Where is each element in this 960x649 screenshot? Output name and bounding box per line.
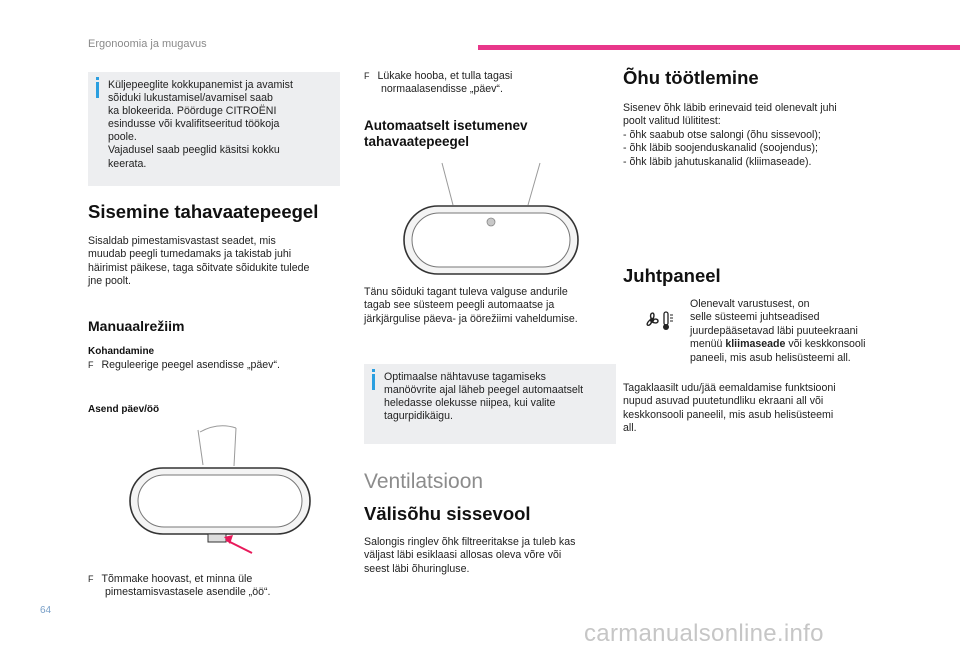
header-title: Ergonoomia ja mugavus xyxy=(88,38,207,50)
air-treatment-text: Sisenev õhk läbib erinevaid teid olenevalt juhi poolt valitud lülititest: - õhk saabub otse salongi (õhu sissevool); - õhk läbib soojenduskanalid (soojendus); - õhk läbib jahutuskanalid (kliimaseade). xyxy=(623,102,837,168)
header-accent-bar xyxy=(478,45,960,50)
heading-interior-mirror: Sisemine tahavaatepeegel xyxy=(88,201,319,222)
label-position-day-night: Asend päev/öö xyxy=(88,404,160,415)
info-icon xyxy=(372,374,375,390)
page-number: 64 xyxy=(40,605,52,616)
heading-control-panel: Juhtpaneel xyxy=(623,265,721,286)
heading-auto-dimming: Automaatselt isetumenev tahavaatepeegel xyxy=(364,118,528,149)
auto-dimming-text: Tänu sõiduki tagant tuleva valguse andurile tagab see süsteem peegli automaatse ja järkjärgulise päeva- ja öörežiimi vaheldumise. xyxy=(364,286,578,325)
label-adjust: Kohandamine xyxy=(88,346,155,357)
interior-mirror-intro: Sisaldab pimestamisvastast seadet, mis muudab peegli tumedamaks ja takistab juhi häirimist päikese, taga sõitvate sõidukite tulede jne poolt. xyxy=(88,235,310,288)
info-icon xyxy=(96,82,99,98)
control-panel-text: Olenevalt varustusest, on selle süsteemi juhtseadised juurdepääsetavad läbi puuteekraani menüü kliimaseade või keskkonsooli paneeli, mis asub helisüsteemi all. xyxy=(690,298,866,364)
bullet-icon: F xyxy=(88,574,94,584)
climate-icon xyxy=(643,308,683,332)
heading-manual-mode: Manuaalrežiim xyxy=(88,318,185,334)
heading-air-treatment: Õhu töötlemine xyxy=(623,67,759,88)
mirror-illustration-manual xyxy=(120,420,320,560)
bullet-icon: F xyxy=(88,360,94,370)
info-note-text: Optimaalse nähtavuse tagamiseks manöövrite ajal läheb peegel automaatselt heledasse olekusse niipea, kui valite tagurpidikäigu. xyxy=(384,371,584,423)
push-instruction: F Lükake hooba, et tulla tagasi normaalasendisse „päev“. xyxy=(364,70,513,96)
pull-instruction: F Tõmmake hoovast, et minna üle pimestamisvastasele asendile „öö“. xyxy=(88,573,271,599)
section-title-ventilation: Ventilatsioon xyxy=(364,470,484,493)
mirror-illustration-auto xyxy=(398,160,584,280)
info-note-mirrors xyxy=(88,72,340,186)
watermark: carmanualsonline.info xyxy=(584,620,824,647)
adjust-instruction: F Reguleerige peegel asendisse „päev“. xyxy=(88,359,280,371)
outside-air-text: Salongis ringlev õhk filtreeritakse ja tuleb kas väljast läbi esiklaasi allosas oleva võre või seest läbi õhuringluse. xyxy=(364,536,576,575)
info-note-reverse xyxy=(364,364,616,444)
defrost-text: Tagaklaasilt udu/jää eemaldamise funktsiooni nupud asuvad puutetundliku ekraani all või keskkonsooli paneelil, mis asub helisüsteemi all. xyxy=(623,382,836,435)
bullet-icon: F xyxy=(364,71,370,81)
heading-outside-air: Välisõhu sissevool xyxy=(364,503,531,524)
info-note-text: Küljepeeglite kokkupanemist ja avamist sõiduki lukustamisel/avamisel saab ka blokeerida. Pöörduge CITROËNI esindusse või kvalifitseeritud töökoja poole. Vajadusel saab peeglid käsitsi kokku keerata. xyxy=(108,79,293,170)
